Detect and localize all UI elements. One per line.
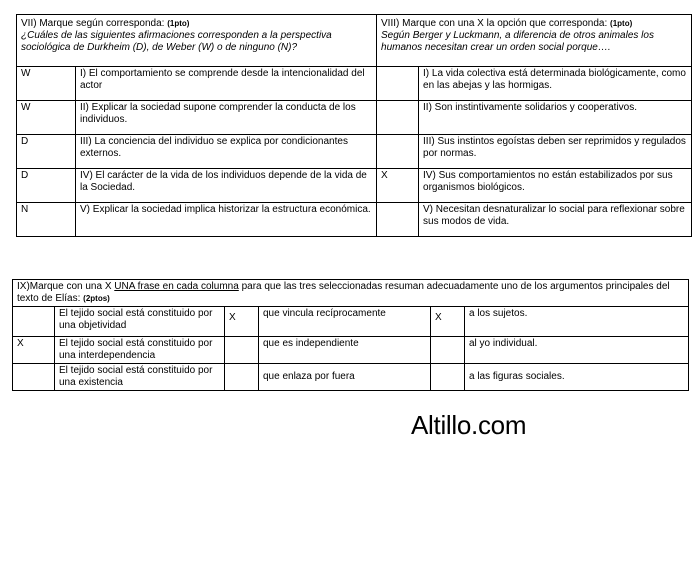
s9-phrase-1-col1: El tejido social está constituido por una objetividad xyxy=(55,307,225,337)
s7-statement-1: I) El comportamiento se comprende desde la intencionalidad del actor xyxy=(76,67,377,101)
section8-points: (1pto) xyxy=(610,19,633,28)
s9-phrase-3-col3: a las figuras sociales. xyxy=(465,364,689,391)
s9-mark-2-col3[interactable] xyxy=(431,337,465,364)
s7-answer-2[interactable]: W xyxy=(17,101,76,135)
section9-title-prefix: IX)Marque con una X xyxy=(17,281,115,292)
s9-phrase-2-col1: El tejido social está constituido por una interdependencia xyxy=(55,337,225,364)
section7-title: VII) Marque según corresponda: xyxy=(21,18,165,29)
section9-title-underlined: UNA frase en cada columna xyxy=(114,281,239,292)
s9-mark-2-col2[interactable] xyxy=(225,337,259,364)
section7-question: ¿Cuáles de las siguientes afirmaciones corresponden a la perspectiva sociológica de Durkheim (D), de Weber (W) o de ninguno (N)? xyxy=(21,30,332,53)
section9-points: (2ptos) xyxy=(83,294,110,303)
section8-header xyxy=(377,15,692,67)
section8-title: VIII) Marque con una X la opción que corresponda: xyxy=(381,18,608,29)
s7-statement-4: IV) El carácter de la vida de los individuos depende de la vida de la Sociedad. xyxy=(76,169,377,203)
s8-answer-4[interactable]: X xyxy=(377,169,419,203)
section9-header xyxy=(13,280,689,307)
s9-phrase-3-col1: El tejido social está constituido por una existencia xyxy=(55,364,225,391)
s9-phrase-2-col3: al yo individual. xyxy=(465,337,689,364)
s7-answer-5[interactable]: N xyxy=(17,203,76,237)
questions-vii-viii-table xyxy=(16,14,692,237)
s8-answer-1[interactable] xyxy=(377,67,419,101)
s9-mark-1-col2[interactable]: X xyxy=(225,307,259,337)
s9-mark-3-col1[interactable] xyxy=(13,364,55,391)
table-row xyxy=(17,101,692,135)
s9-mark-1-col1[interactable] xyxy=(13,307,55,337)
s7-statement-5: V) Explicar la sociedad implica historizar la estructura económica. xyxy=(76,203,377,237)
s8-answer-3[interactable] xyxy=(377,135,419,169)
section8-question: Según Berger y Luckmann, a diferencia de otros animales los humanos necesitan crear un orden social porque…. xyxy=(381,30,654,53)
table-row xyxy=(13,307,689,337)
section9-title-suffix: para que las tres seleccionadas resuman adecuadamente uno de los argumentos principales del texto de Elías: xyxy=(17,281,670,304)
s8-statement-1: I) La vida colectiva está determinada biológicamente, como en las abejas y las hormigas. xyxy=(419,67,692,101)
s8-answer-2[interactable] xyxy=(377,101,419,135)
table-row xyxy=(13,337,689,364)
s8-answer-5[interactable] xyxy=(377,203,419,237)
s8-statement-5: V) Necesitan desnaturalizar lo social para reflexionar sobre sus modos de vida. xyxy=(419,203,692,237)
s9-phrase-3-col2: que enlaza por fuera xyxy=(259,364,431,391)
question-ix-table xyxy=(12,279,689,391)
table-row xyxy=(17,203,692,237)
section7-points: (1pto) xyxy=(167,19,190,28)
s7-statement-3: III) La conciencia del individuo se explica por condicionantes externos. xyxy=(76,135,377,169)
table-row xyxy=(13,364,689,391)
s9-phrase-1-col3: a los sujetos. xyxy=(465,307,689,337)
s8-statement-2: II) Son instintivamente solidarios y cooperativos. xyxy=(419,101,692,135)
s7-statement-2: II) Explicar la sociedad supone comprender la conducta de los individuos. xyxy=(76,101,377,135)
s9-phrase-1-col2: que vincula recíprocamente xyxy=(259,307,431,337)
s8-statement-4: IV) Sus comportamientos no están estabilizados por sus organismos biológicos. xyxy=(419,169,692,203)
section7-header xyxy=(17,15,377,67)
s7-answer-4[interactable]: D xyxy=(17,169,76,203)
s9-mark-2-col1[interactable]: X xyxy=(13,337,55,364)
table-row xyxy=(17,67,692,101)
s8-statement-3: III) Sus instintos egoístas deben ser reprimidos y regulados por normas. xyxy=(419,135,692,169)
table-row xyxy=(17,135,692,169)
watermark-text: Altillo.com xyxy=(411,410,527,440)
s9-mark-1-col3[interactable]: X xyxy=(431,307,465,337)
s7-answer-1[interactable]: W xyxy=(17,67,76,101)
s9-mark-3-col3[interactable] xyxy=(431,364,465,391)
table-row xyxy=(17,169,692,203)
s7-answer-3[interactable]: D xyxy=(17,135,76,169)
s9-mark-3-col2[interactable] xyxy=(225,364,259,391)
s9-phrase-2-col2: que es independiente xyxy=(259,337,431,364)
